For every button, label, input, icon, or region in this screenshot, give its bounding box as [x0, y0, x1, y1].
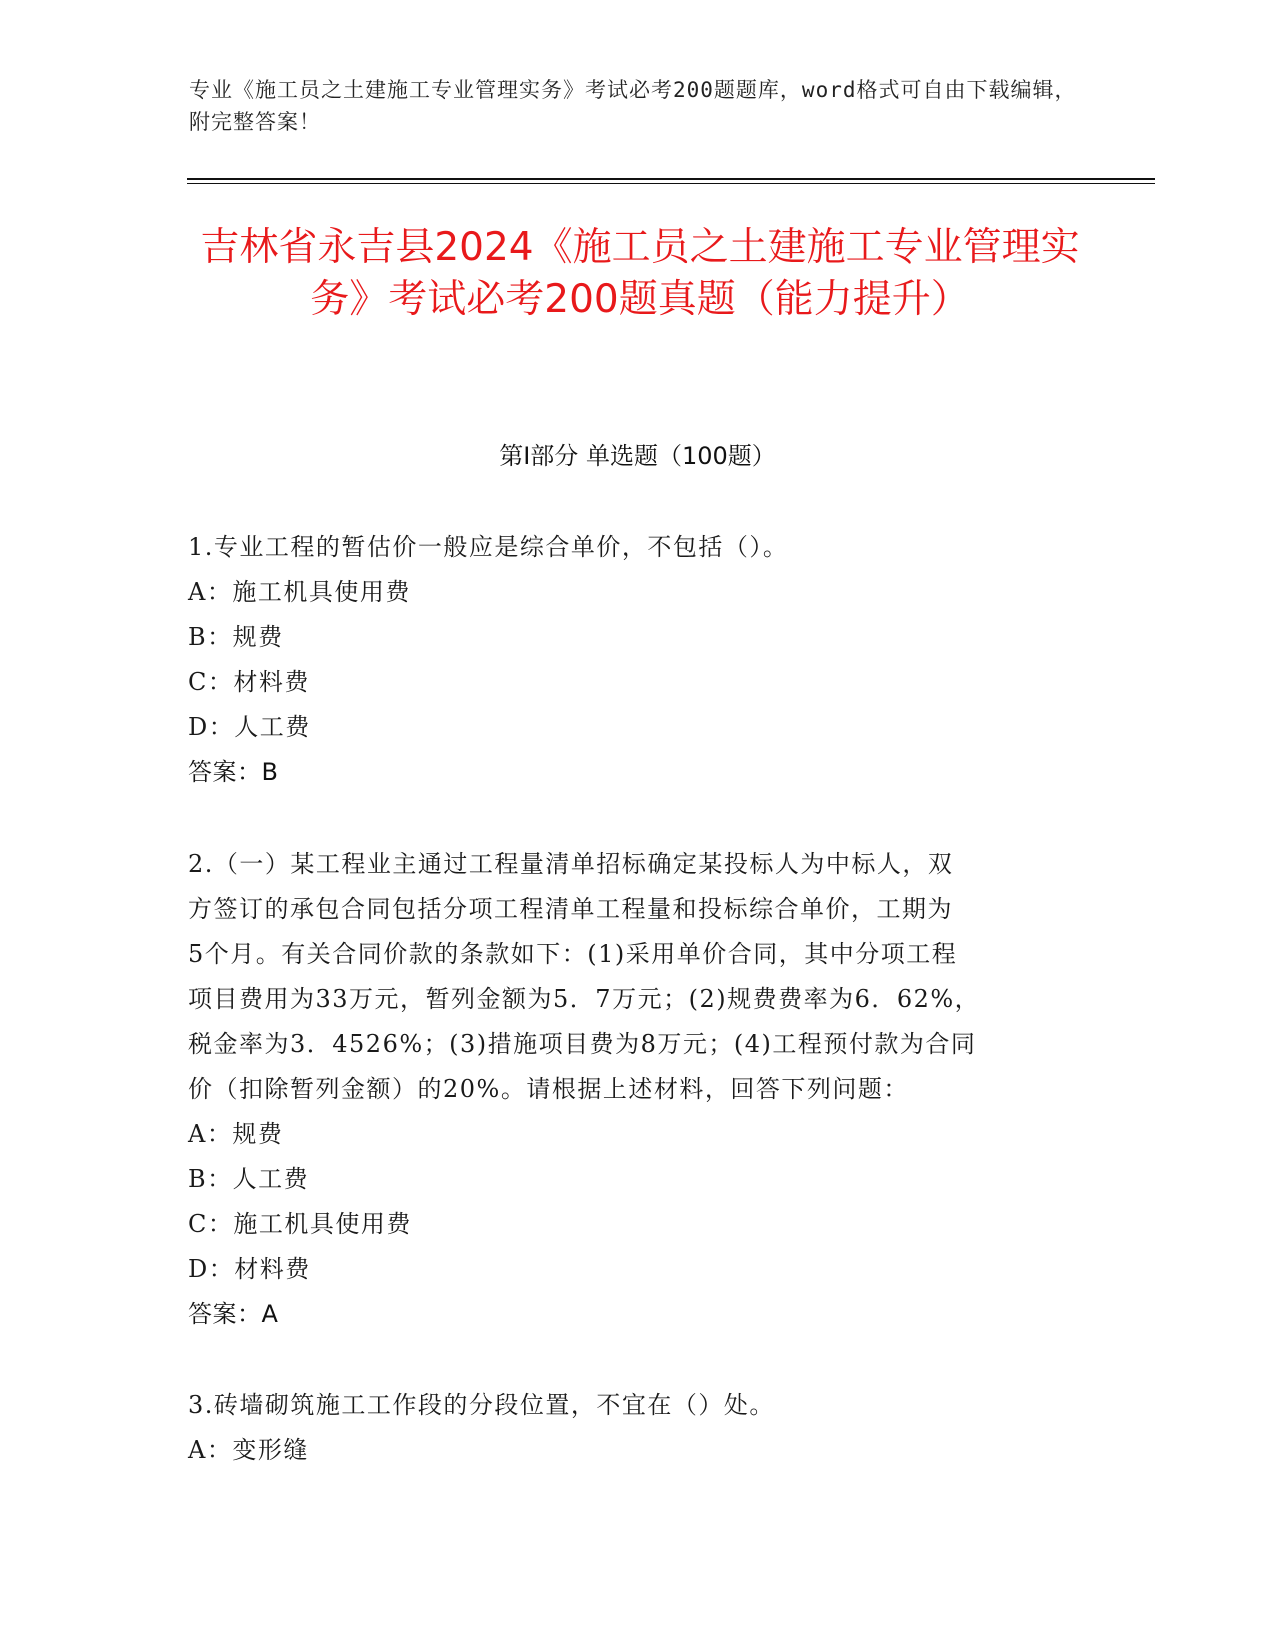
question-stem-line: 价（扣除暂列金额）的20%。请根据上述材料，回答下列问题：: [188, 1075, 909, 1103]
question-stem-line: 税金率为3．4526%；(3)措施项目费为8万元；(4)工程预付款为合同: [188, 1030, 977, 1058]
question-stem-line: 方签订的承包合同包括分项工程清单工程量和投标综合单价，工期为: [188, 895, 953, 923]
option-c: C：材料费: [188, 668, 310, 696]
header-note: 专业《施工员之土建施工专业管理实务》考试必考200题题库，word格式可自由下载编辑，附完整答案！: [189, 78, 1077, 134]
question-stem: 3.砖墙砌筑施工工作段的分段位置，不宜在（）处。: [188, 1391, 775, 1419]
question-2: [188, 842, 1068, 1337]
header-divider-thick: [187, 178, 1155, 180]
header-divider-thin: [187, 183, 1155, 184]
option-a: A：施工机具使用费: [188, 578, 411, 606]
answer-key: 答案：B: [188, 758, 279, 786]
option-d: D：材料费: [188, 1255, 311, 1283]
option-c: C：施工机具使用费: [188, 1210, 412, 1238]
section-heading: 第Ⅰ部分 单选题（100题）: [499, 442, 776, 470]
question-stem-line: 2.（一）某工程业主通过工程量清单招标确定某投标人为中标人，双: [188, 850, 954, 878]
option-d: D：人工费: [188, 713, 311, 741]
question-stem-line: 项目费用为33万元，暂列金额为5．7万元；(2)规费费率为6．62%，: [188, 985, 981, 1013]
question-stem: 1.专业工程的暂估价一般应是综合单价，不包括（）。: [188, 533, 789, 561]
answer-key: 答案：A: [188, 1300, 279, 1328]
option-b: B：规费: [188, 623, 284, 651]
question-3: [188, 1383, 1068, 1473]
option-a: A：规费: [188, 1120, 284, 1148]
option-a: A：变形缝: [188, 1436, 309, 1464]
document-title: 吉林省永吉县2024《施工员之土建施工专业管理实务》考试必考200题真题（能力提升）: [200, 225, 1080, 322]
option-b: B：人工费: [188, 1165, 310, 1193]
question-stem-line: 5个月。有关合同价款的条款如下：(1)采用单价合同，其中分项工程: [188, 940, 958, 968]
question-1: [188, 525, 1068, 795]
